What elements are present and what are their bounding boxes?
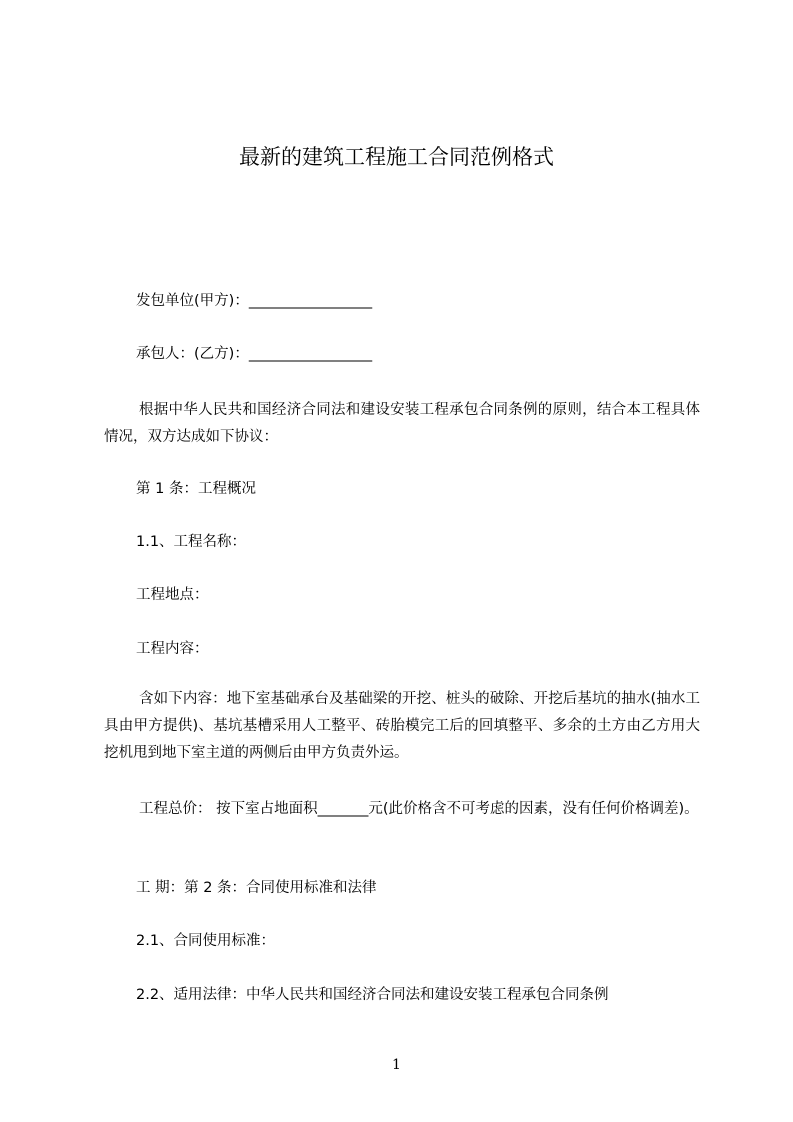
- project-content-line: 工程内容：: [136, 641, 209, 657]
- article-1-heading: 第 1 条：工程概况: [136, 481, 256, 497]
- total-price-paragraph: 工程总价： 按下室占地面积_______元(此价格含不可考虑的因素，没有任何价格调差)。: [139, 801, 699, 817]
- item-1-1-project-name: 1.1、工程名称：: [136, 534, 247, 550]
- page-number: 1: [392, 1057, 401, 1073]
- party-a-line: 发包单位(甲方)：_________________: [136, 293, 373, 309]
- content-detail-paragraph: 含如下内容：地下室基础承台及基础梁的开挖、桩头的破除、开挖后基坑的抽水(抽水工具由甲方提供)、基坑基槽采用人工整平、砖胎模完工后的回填整平、多余的土方由乙方用大挖机甩到地下室主道的两侧后由甲方负责外运。: [104, 691, 700, 761]
- period-article-2-heading: 工 期：第 2 条：合同使用标准和法律: [136, 880, 377, 896]
- preamble-paragraph: 根据中华人民共和国经济合同法和建设安装工程承包合同条例的原则，结合本工程具体情况，双方达成如下协议：: [104, 402, 700, 445]
- item-2-2-applicable-law: 2.2、适用法律：中华人民共和国经济合同法和建设安装工程承包合同条例: [136, 987, 609, 1003]
- party-b-line: 承包人：(乙方)：_________________: [136, 346, 373, 362]
- document-title: 最新的建筑工程施工合同范例格式: [239, 145, 554, 169]
- item-2-1-contract-standard: 2.1、合同使用标准：: [136, 933, 276, 949]
- project-location-line: 工程地点：: [136, 587, 209, 603]
